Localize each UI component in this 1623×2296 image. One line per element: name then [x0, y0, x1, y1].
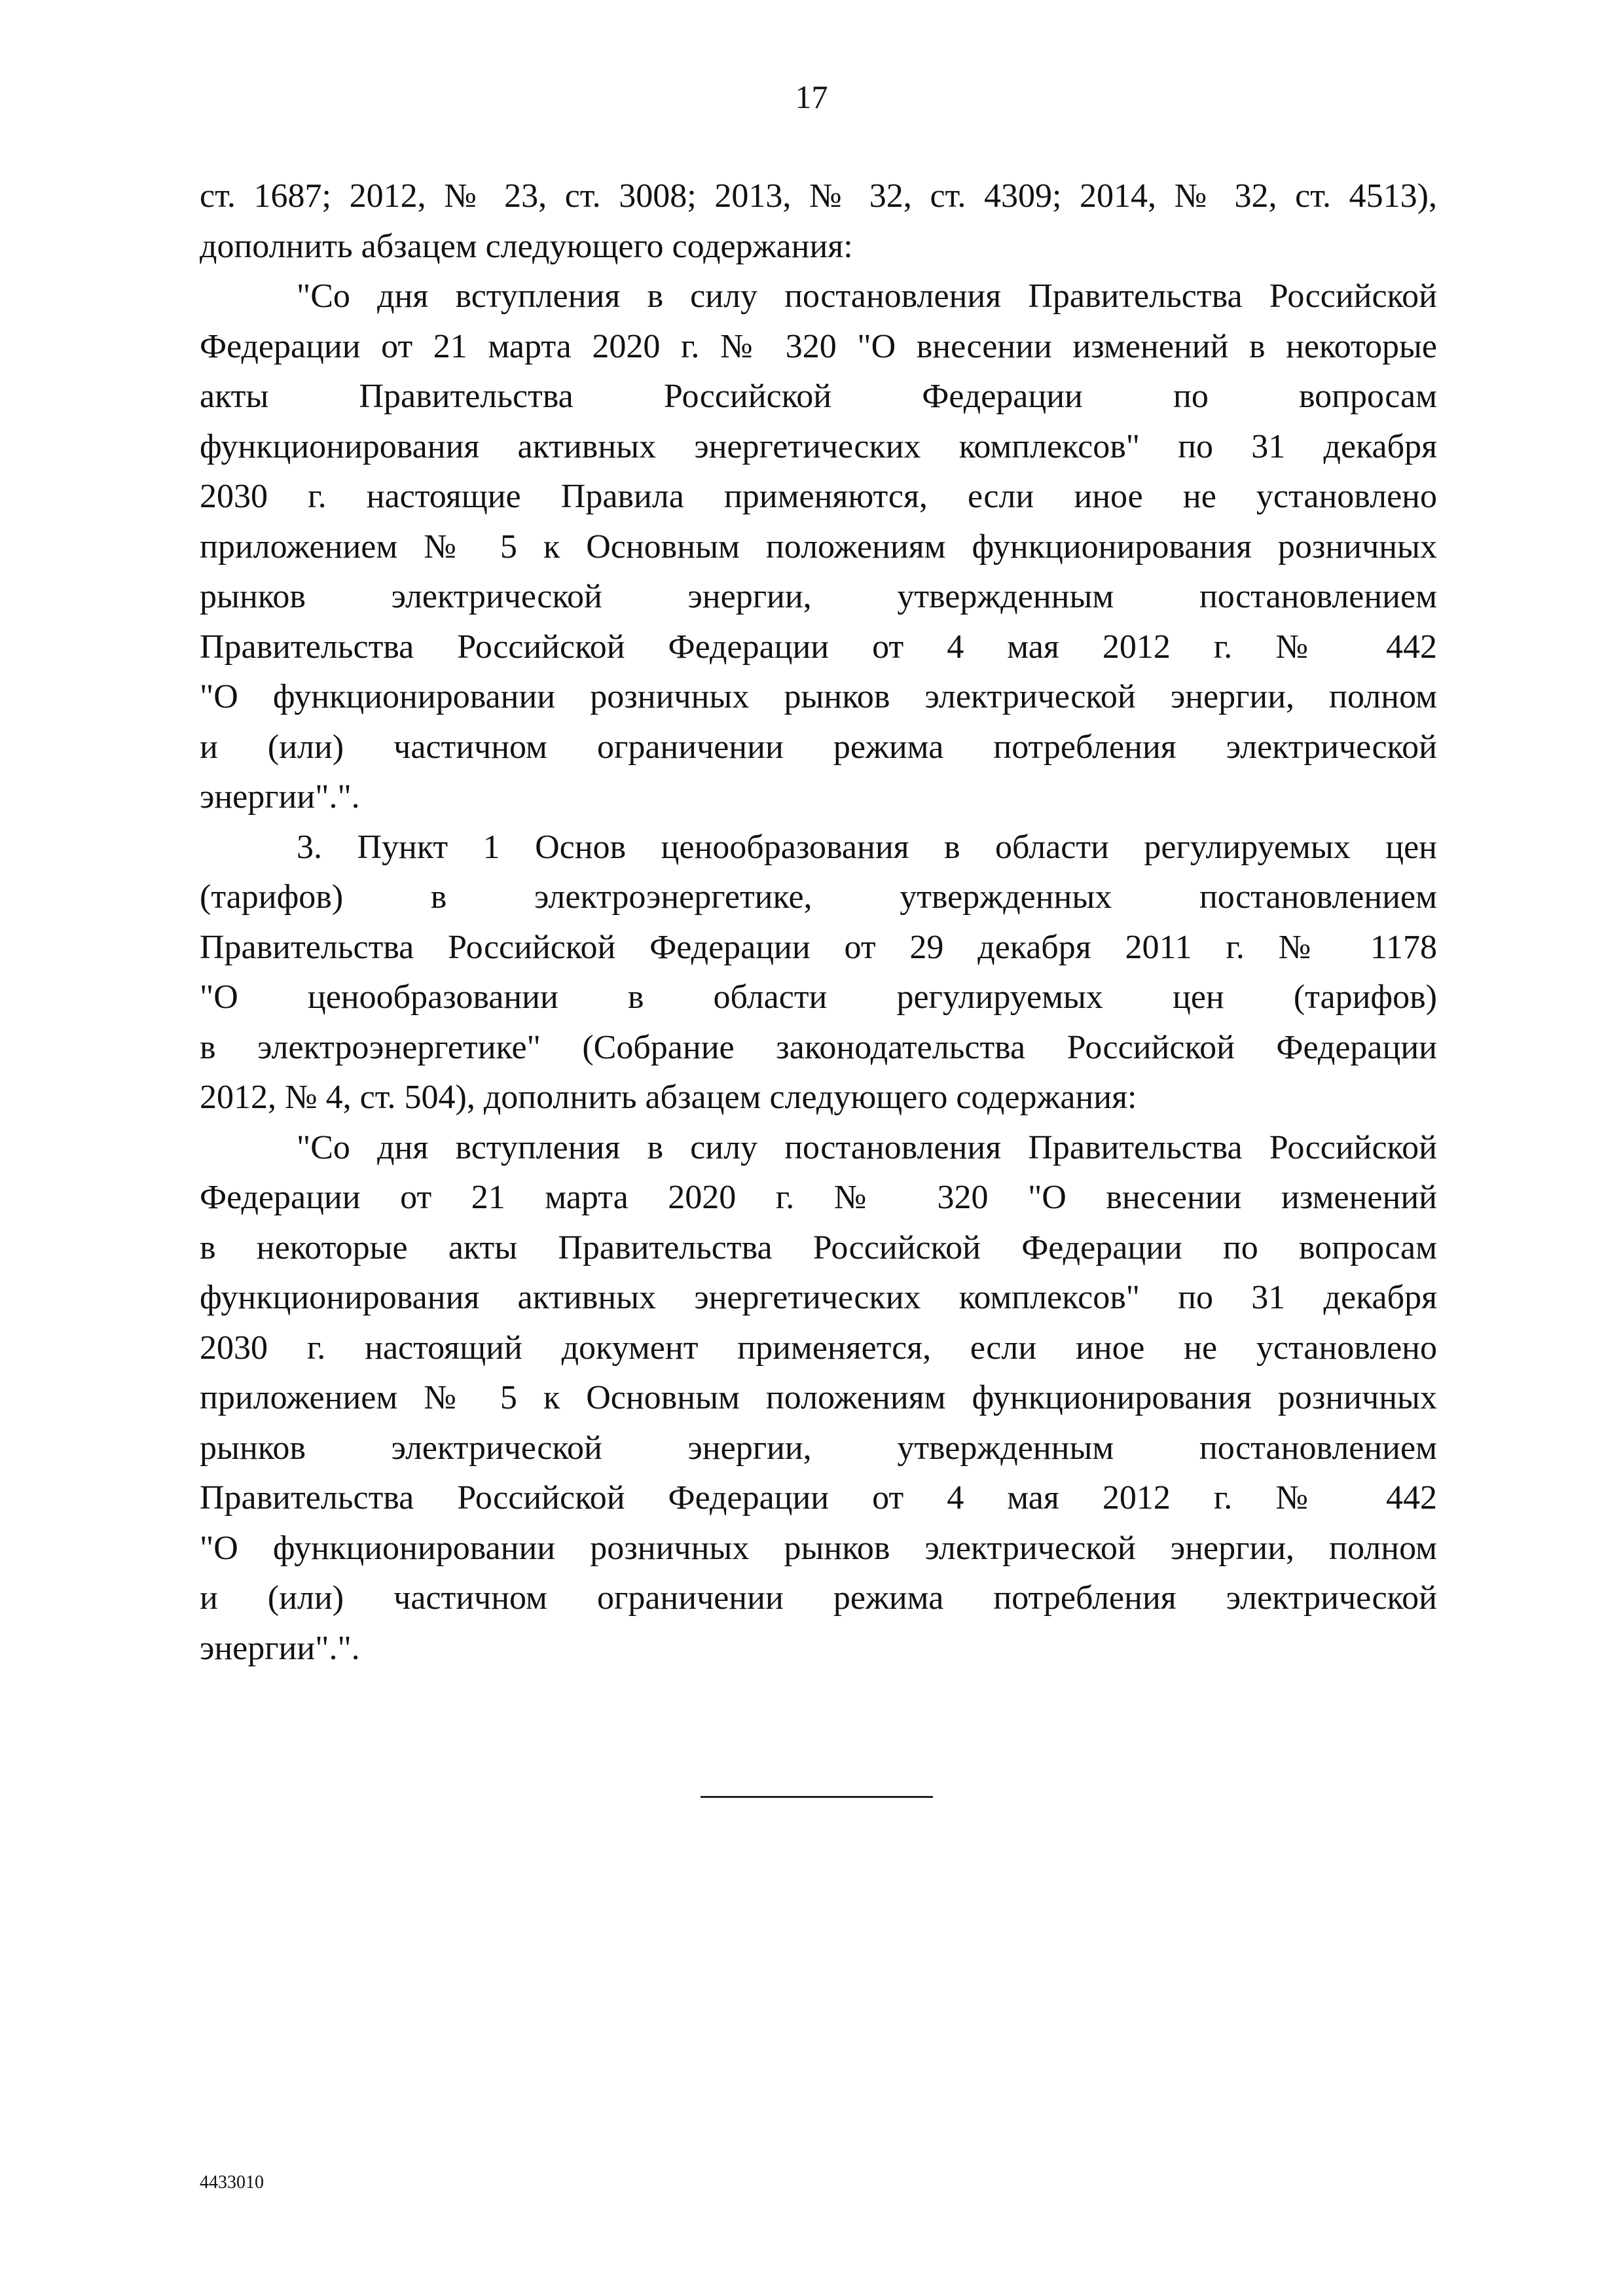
text-line: "О функционировании розничных рынков электрической энергии, полном	[200, 678, 1437, 715]
text-line: приложением № 5 к Основным положениям функционирования розничных	[200, 1379, 1437, 1416]
text-line: Правительства Российской Федерации от 4 мая 2012 г. № 442	[200, 628, 1437, 666]
text-line: в электроэнергетике" (Собрание законодательства Российской Федерации	[200, 1028, 1437, 1066]
text-line: (тарифов) в электроэнергетике, утвержденных постановлением	[200, 878, 1437, 916]
page-number: 17	[795, 79, 828, 115]
text-line: "О ценообразовании в области регулируемых цен (тарифов)	[200, 978, 1437, 1016]
text-line: Правительства Российской Федерации от 4 мая 2012 г. № 442	[200, 1479, 1437, 1516]
text-line: 2030 г. настоящий документ применяется, если иное не установлено	[200, 1329, 1437, 1367]
text-line: функционирования активных энергетических комплексов" по 31 декабря	[200, 1279, 1437, 1316]
document-body	[200, 171, 1437, 1674]
document-code: 4433010	[200, 2172, 264, 2193]
quote-paragraph-2	[200, 1123, 1437, 1674]
text-line: приложением № 5 к Основным положениям функционирования розничных	[200, 528, 1437, 565]
text-line: в некоторые акты Правительства Российской Федерации по вопросам	[200, 1229, 1437, 1266]
item-3-paragraph	[200, 823, 1437, 1123]
text-line: энергии".".	[200, 1629, 360, 1667]
text-line: энергии".".	[200, 778, 360, 816]
text-line: 2030 г. настоящие Правила применяются, если иное не установлено	[200, 478, 1437, 515]
text-line: "Со дня вступления в силу постановления Правительства Российской	[297, 1128, 1437, 1166]
continuation-paragraph	[200, 171, 1437, 272]
text-line: рынков электрической энергии, утвержденным постановлением	[200, 1429, 1437, 1467]
text-line: и (или) частичном ограничении режима потребления электрической	[200, 728, 1437, 766]
text-line: 3. Пункт 1 Основ ценообразования в области регулируемых цен	[297, 828, 1437, 866]
text-line: Правительства Российской Федерации от 29 декабря 2011 г. № 1178	[200, 928, 1437, 966]
text-line: акты Правительства Российской Федерации по вопросам	[200, 378, 1437, 415]
text-line: функционирования активных энергетических комплексов" по 31 декабря	[200, 427, 1437, 465]
end-separator-line	[701, 1796, 933, 1798]
text-line: "Со дня вступления в силу постановления Правительства Российской	[297, 278, 1437, 315]
text-line: ст. 1687; 2012, № 23, ст. 3008; 2013, № 32, ст. 4309; 2014, № 32, ст. 4513),	[200, 177, 1437, 215]
text-line: Федерации от 21 марта 2020 г. № 320 "О внесении изменений в некоторые	[200, 327, 1437, 365]
text-line: рынков электрической энергии, утвержденным постановлением	[200, 578, 1437, 615]
quote-paragraph-1	[200, 272, 1437, 823]
text-line: 2012, № 4, ст. 504), дополнить абзацем следующего содержания:	[200, 1079, 1137, 1116]
text-line: и (или) частичном ограничении режима потребления электрической	[200, 1579, 1437, 1617]
text-line: дополнить абзацем следующего содержания:	[200, 227, 853, 265]
text-line: "О функционировании розничных рынков электрической энергии, полном	[200, 1529, 1437, 1567]
text-line: Федерации от 21 марта 2020 г. № 320 "О внесении изменений	[200, 1179, 1437, 1216]
